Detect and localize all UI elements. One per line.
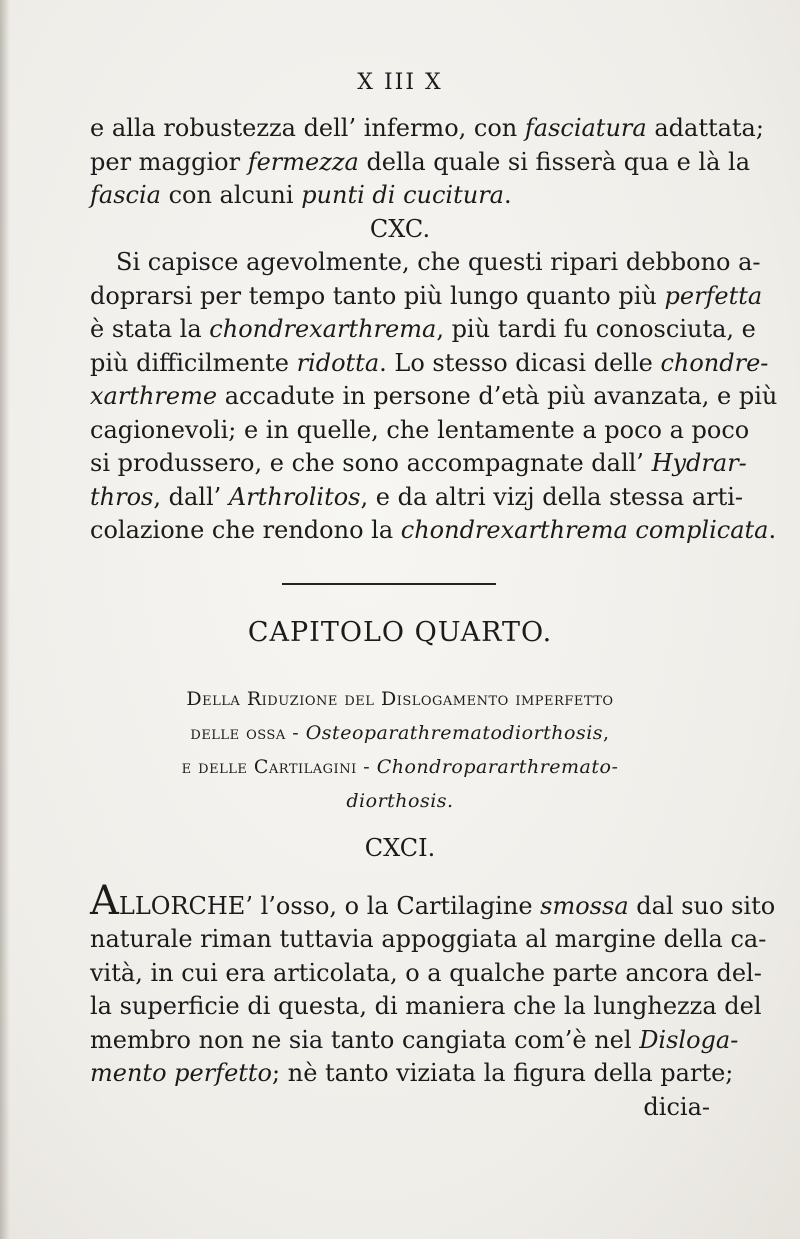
text-line (90, 923, 767, 957)
subtitle-line-3 (95, 750, 705, 784)
subtitle-line-2 (95, 716, 705, 750)
page-number: X III X (357, 70, 443, 95)
subtitle-line-3-term: Chondropararthremato- (376, 756, 619, 778)
text-line (90, 246, 761, 280)
text-run: con alcuni (160, 181, 302, 209)
text-line (90, 179, 710, 213)
paragraph-cxci-block (90, 832, 776, 1124)
subtitle-line-4-term: diorthosis. (346, 790, 454, 812)
italic-term: chondre- (660, 348, 769, 377)
text-run: della quale si fisserà qua e là la (358, 147, 750, 176)
text-line (90, 112, 764, 146)
text-line (90, 447, 747, 481)
text-run: colazione che rendono la (90, 516, 401, 544)
subtitle-line-3-caps: e delle Cartilagini - (181, 756, 377, 778)
text-run: doprarsi per tempo tanto più lungo quanto più (90, 281, 665, 310)
text-run: , dall’ (153, 482, 229, 511)
text-line (90, 514, 777, 548)
chapter-title-text: CAPITOLO QUARTO. (247, 617, 553, 648)
italic-term: chondrexarthrema (209, 315, 437, 343)
text-line (90, 347, 769, 381)
italic-term: mento perfetto (90, 1059, 273, 1087)
text-line (90, 957, 762, 991)
drop-capital: A (90, 877, 119, 924)
italic-term: Disloga- (639, 1025, 739, 1054)
text-run: cagionevoli; e in quelle, che lentamente a poco a poco (90, 415, 750, 444)
text-line (90, 146, 750, 180)
text-run: . Lo stesso dicasi delle (379, 348, 661, 377)
text-line (90, 1057, 734, 1091)
text-line (90, 877, 776, 924)
italic-term: smossa (540, 891, 629, 920)
italic-term: ridotta (296, 348, 380, 377)
text-run: per maggior (90, 147, 248, 176)
italic-term: perfetta (664, 281, 763, 310)
text-run: adattata; (646, 114, 764, 142)
text-run: . (768, 516, 777, 544)
text-run: . (503, 181, 512, 209)
italic-term: fascia (90, 181, 161, 209)
text-line (90, 280, 763, 314)
italic-term: fasciatura (524, 114, 647, 142)
subtitle-line-4 (95, 784, 705, 818)
chapter-divider-rule (282, 583, 496, 585)
chapter-title (0, 617, 800, 648)
text-run: e alla robustezza dell’ infermo, con (90, 114, 525, 142)
text-line (90, 1024, 739, 1058)
paragraph-lines (90, 112, 764, 213)
paragraph-cxc (90, 246, 778, 548)
text-run: più difficilmente (90, 348, 297, 377)
text-run: è stata la (90, 315, 210, 343)
text-run: LLORCHE (118, 891, 246, 920)
text-run: vità, in cui era articolata, o a qualche parte ancora del- (90, 958, 762, 987)
text-run: la superficie di questa, di maniera che la lunghezza del (90, 992, 762, 1020)
italic-term: Arthrolitos (228, 482, 361, 511)
section-number-cxci: CXCI. (364, 834, 436, 862)
italic-term: thros (90, 482, 154, 511)
italic-term: chondrexarthrema complicata (400, 516, 769, 544)
italic-term: xarthreme (90, 382, 218, 410)
subtitle-line-2-term: Osteoparathrematodiorthosis (305, 722, 604, 744)
text-run: ; nè tanto viziata la figura della parte; (272, 1059, 734, 1087)
subtitle-line-2-comma: , (603, 722, 610, 744)
text-run: Si capisce agevolmente, che questi ripari debbono a- (116, 248, 761, 276)
italic-term: fermezza (247, 147, 359, 176)
paragraph-continuation (90, 112, 778, 548)
subtitle-line-1: Della Riduzione del Dislogamento imperfetto (186, 688, 614, 710)
italic-term: punti di cucitura (301, 181, 504, 209)
text-run: , più tardi fu conosciuta, e (436, 315, 756, 343)
page-header (0, 70, 800, 95)
text-run: accadute in persone d’età più avanzata, e più (217, 382, 778, 410)
text-run: naturale riman tuttavia appoggiata al margine della ca- (90, 925, 767, 953)
text-line (90, 481, 744, 515)
text-run: dal suo sito (628, 891, 776, 920)
italic-term: Hydrar- (651, 449, 747, 477)
text-run: membro non ne sia tanto cangiata com’è nel (90, 1025, 640, 1054)
text-line (90, 313, 756, 347)
text-line (90, 380, 778, 414)
text-line (90, 1091, 710, 1125)
text-run: , e da altri vizj della stessa arti- (360, 482, 744, 511)
subtitle-line-2-caps: delle ossa - (190, 722, 306, 744)
chapter-subtitle (95, 682, 705, 818)
text-run: dicia- (643, 1092, 710, 1121)
paragraph-cxci (90, 877, 776, 1125)
text-run: ’ l’osso, o la Cartilagine (245, 891, 541, 920)
section-number-cxc: CXC. (369, 214, 431, 243)
text-line (90, 990, 762, 1024)
text-run: si produssero, e che sono accompagnate dall’ (90, 449, 652, 477)
text-line (90, 414, 750, 448)
